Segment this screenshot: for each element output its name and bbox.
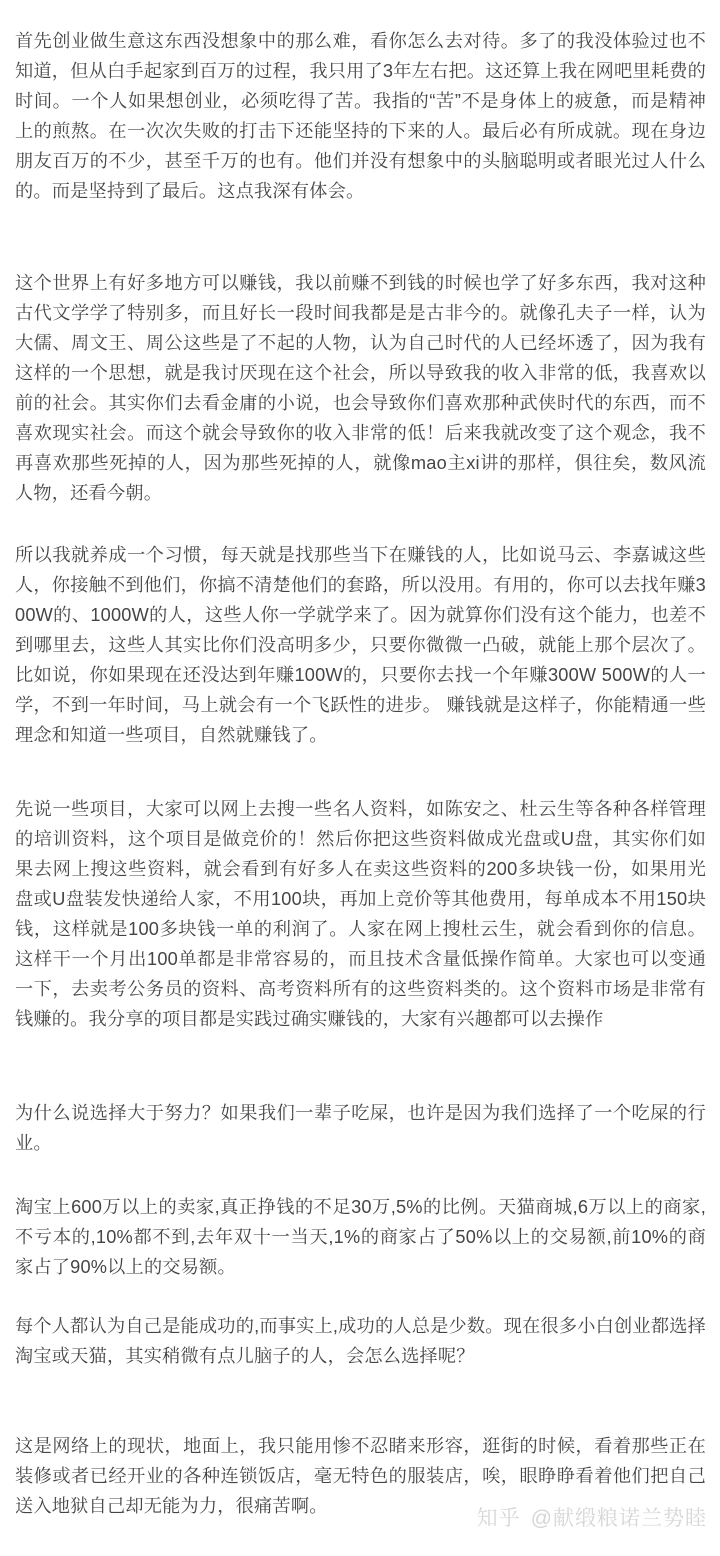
- paragraph-1: 首先创业做生意这东西没想象中的那么难，看你怎么去对待。多了的我没体验过也不知道，但从白手起家到百万的过程，我只用了3年左右把。这还算上我在网吧里耗费的时间。一个人如果想创业，必须吃得了苦。我指的“苦”不是身体上的疲惫，而是精神上的煎熬。在一次次失败的打击下还能坚持的下来的人。最后必有所成就。现在身边朋友百万的不少，甚至千万的也有。他们并没有想象中的头脑聪明或者眼光过人什么的。而是坚持到了最后。这点我深有体会。: [15, 31, 706, 201]
- paragraph-8: 这是网络上的现状，地面上，我只能用惨不忍睹来形容，逛街的时候，看着那些正在装修或者已经开业的各种连锁饭店，毫无特色的服装店，唉，眼睁睁看着他们把自己送入地狱自己却无能为力，很痛苦啊。: [15, 1436, 706, 1516]
- zhihu-watermark: [477, 1506, 707, 1532]
- paragraph-4: 先说一些项目，大家可以网上去搜一些名人资料，如陈安之、杜云生等各种各样管理的培训资料，这个项目是做竞价的！然后你把这些资料做成光盘或U盘，其实你们如果去网上搜这些资料，就会看到有好多人在卖这些资料的200多块钱一份，如果用光盘或U盘装发快递给人家，不用100块，再加上竞价等其他费用，每单成本不用150块钱，这样就是100多块钱一单的利润了。人家在网上搜杜云生，就会看到你的信息。这样干一个月出100单都是非常容易的，而且技术含量低操作简单。大家也可以变通一下，去卖考公务员的资料、高考资料所有的这些资料类的。这个资料市场是非常有钱赚的。我分享的项目都是实践过确实赚钱的，大家有兴趣都可以去操作: [15, 799, 706, 1029]
- watermark-author-handle: @献缎粮诺兰势睦: [530, 1507, 707, 1530]
- paragraph-5: 为什么说选择大于努力？如果我们一辈子吃屎，也许是因为我们选择了一个吃屎的行业。: [15, 1103, 706, 1153]
- paragraph-3: 所以我就养成一个习惯，每天就是找那些当下在赚钱的人，比如说马云、李嘉诚这些人，你接触不到他们，你搞不清楚他们的套路，所以没用。有用的，你可以去找年赚300W的、1000W的人，这些人你一学就学来了。因为就算你们没有这个能力，也差不到哪里去，这些人其实比你们没高明多少，只要你微微一凸破，就能上那个层次了。比如说，你如果现在还没达到年赚100W的，只要你去找一个年赚300W 500W的人一学，不到一年时间，马上就会有一个飞跃性的进步。 赚钱就是这样子，你能精通一些理念和知道一些项目，自然就赚钱了。: [15, 545, 706, 745]
- paragraph-7: 每个人都认为自己是能成功的,而事实上,成功的人总是少数。现在很多小白创业都选择淘宝或天猫，其实稍微有点儿脑子的人，会怎么选择呢？: [15, 1316, 706, 1366]
- zhihu-logo-text: 知乎: [476, 1507, 521, 1530]
- article-body: [0, 26, 720, 1521]
- paragraph-2: 这个世界上有好多地方可以赚钱，我以前赚不到钱的时候也学了好多东西，我对这种古代文学学了特别多，而且好长一段时间我都是是古非今的。就像孔夫子一样，认为大儒、周文王、周公这些是了不起的人物，认为自己时代的人已经坏透了，因为我有这样的一个思想，就是我讨厌现在这个社会，所以导致我的收入非常的低，我喜欢以前的社会。其实你们去看金庸的小说，也会导致你们喜欢那种武侠时代的东西，而不喜欢现实社会。而这个就会导致你的收入非常的低！后来我就改变了这个观念，我不再喜欢那些死掉的人，因为那些死掉的人，就像mao主xi讲的那样，俱往矣，数风流人物，还看今朝。: [15, 273, 706, 503]
- paragraph-6: 淘宝上600万以上的卖家,真正挣钱的不足30万,5%的比例。天猫商城,6万以上的商家,不亏本的,10%都不到,去年双十一当天,1%的商家占了50%以上的交易额,前10%的商家占了90%以上的交易额。: [15, 1197, 706, 1277]
